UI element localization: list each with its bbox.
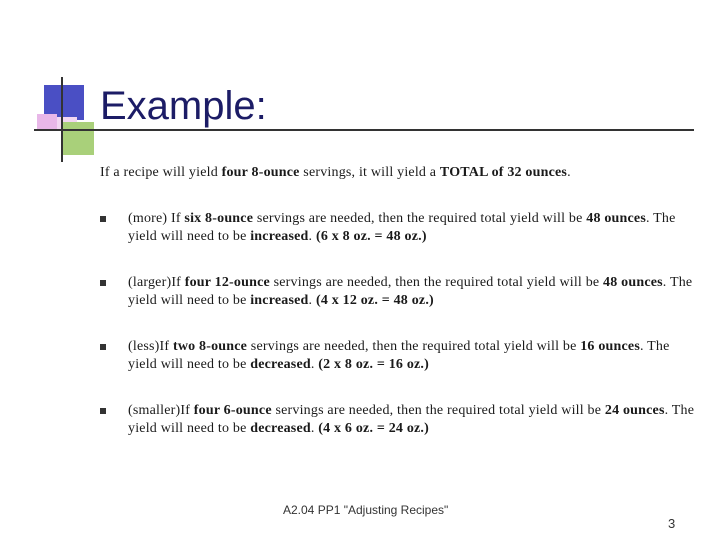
bullet-bold: increased [250, 229, 309, 244]
bullet-text: . The yield will need to be [128, 211, 676, 244]
bullet-bold: (6 x 8 oz. = 48 oz.) [315, 229, 427, 244]
decorative-vertical-line [61, 77, 63, 162]
bullet-text: . The yield will need to be [128, 403, 695, 436]
bullet-list [100, 210, 695, 466]
bullet-text: servings are needed, then the required total yield will be [271, 403, 605, 418]
bullet-text: servings are needed, then the required total yield will be [247, 339, 581, 354]
bullet-bold: 24 ounces [604, 403, 665, 418]
intro-bold-2: TOTAL of 32 ounces [439, 165, 568, 180]
intro-bold-1: four 8-ounce [221, 165, 300, 180]
bullet-text: servings are needed, then the required total yield will be [253, 211, 587, 226]
square-bullet-icon [100, 408, 106, 414]
bullet-bold: 48 ounces [603, 275, 663, 290]
bullet-text: servings are needed, then the required total yield will be [269, 275, 604, 290]
bullet-text: . The yield will need to be [128, 275, 693, 308]
bullet-bold: 48 ounces [586, 211, 646, 226]
bullet-bold: four 12-ounce [184, 275, 270, 290]
bullet-text: . [310, 357, 319, 372]
bullet-text: (less)If [128, 339, 173, 354]
intro-text-3: . [567, 165, 571, 180]
bullet-bold: (2 x 8 oz. = 16 oz.) [318, 357, 429, 372]
intro-paragraph [100, 164, 700, 182]
bullet-bold: two 8-ounce [172, 339, 248, 354]
bullet-text: (smaller)If [128, 403, 194, 418]
title-underline [34, 129, 694, 131]
bullet-bold: six 8-ounce [184, 211, 254, 226]
bullet-bold: decreased [250, 357, 311, 372]
intro-text-2: servings, it will yield a [299, 165, 440, 180]
square-bullet-icon [100, 216, 106, 222]
bullet-item-more [100, 210, 695, 246]
bullet-bold: decreased [250, 421, 311, 436]
bullet-text: . [308, 229, 316, 244]
bullet-item-larger [100, 274, 695, 310]
decorative-pink-square [37, 114, 57, 130]
bullet-text: (more) If [128, 211, 185, 226]
slide-title: Example: [100, 84, 267, 128]
bullet-text: . The yield will need to be [128, 339, 670, 372]
bullet-item-less [100, 338, 695, 374]
bullet-bold: 16 ounces [580, 339, 640, 354]
intro-text-1: If a recipe will yield [100, 165, 222, 180]
page-number: 3 [668, 516, 676, 531]
square-bullet-icon [100, 280, 106, 286]
bullet-bold: four 6-ounce [193, 403, 272, 418]
bullet-text: . [308, 293, 316, 308]
decorative-green-square [61, 122, 94, 155]
bullet-bold: (4 x 12 oz. = 48 oz.) [315, 293, 434, 308]
square-bullet-icon [100, 344, 106, 350]
bullet-item-smaller [100, 402, 695, 438]
bullet-bold: (4 x 6 oz. = 24 oz.) [318, 421, 429, 436]
slide-footer: A2.04 PP1 "Adjusting Recipes" [283, 503, 449, 517]
bullet-bold: increased [250, 293, 309, 308]
bullet-text: (larger)If [128, 275, 185, 290]
bullet-text: . [310, 421, 319, 436]
